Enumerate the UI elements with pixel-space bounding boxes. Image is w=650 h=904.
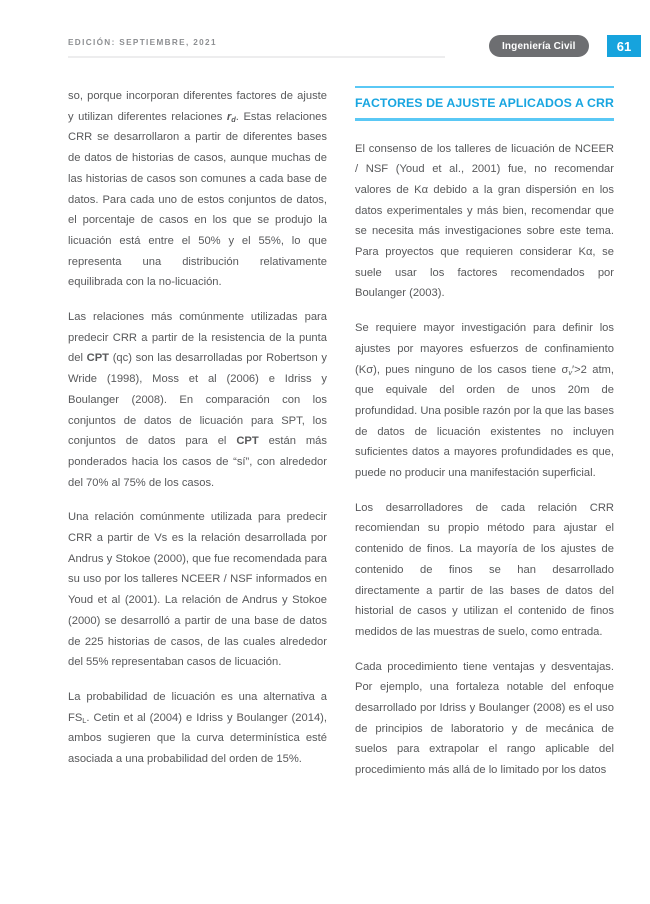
- right-column-body: [355, 139, 614, 781]
- paragraph-r4: Cada procedimiento tiene ventajas y desventajas. Por ejemplo, una fortaleza notable del enfoque desarrollado por Idriss y Boulanger (2008) es el uso de principios de laboratorio y de mecánica de suelos para extrapolar el rango aplicable del procedimiento más allá de lo limitado por los datos: [355, 660, 614, 777]
- paragraph-r3: Los desarrolladores de cada relación CRR recomiendan su propio método para ajustar el contenido de finos. La mayoría de los ajustes de contenido de finos se han desarrollado directamente a partir de las bases de datos del historial de casos y utilizan el contenido de finos medidos de las muestras de suelo, como entrada.: [355, 501, 614, 638]
- header-divider: [68, 56, 445, 58]
- paragraph-p2: Las relaciones más comúnmente utilizadas para predecir CRR a partir de la resistencia de la punta del CPT (qc) son las desarrolladas por Robertson y Wride (1998), Moss et al (2006) e Idriss y Boulanger (2008). En comparación con los conjuntos de datos de licuación para SPT, los conjuntos de datos para el CPT están más ponderados hacia los casos de “sí”, con alrededor del 70% al 75% de los casos.: [68, 311, 327, 489]
- left-column-body: [68, 86, 327, 770]
- edition-label: EDICIÓN: SEPTIEMBRE, 2021: [68, 38, 217, 47]
- section-rule-bottom: [355, 118, 614, 121]
- paragraph-p4: La probabilidad de licuación es una alternativa a $FS_L$. Cetin et al (2004) e Idriss y Boulanger (2014), ambos sugieren que la curva determinística esté asociada a una probabilidad del orden de 15%.: [68, 690, 327, 766]
- page-number-badge: 61: [607, 35, 641, 57]
- page-header: [0, 0, 650, 72]
- paragraph-r2: Se requiere mayor investigación para definir los ajustes por mayores esfuerzos de confinamiento (Kσ), pues ninguno de los casos tiene $\sigma_v'>2$ atm, que equivale del orden de unos 20m de profundidad. Una posible razón por la que las bases de datos de licuación existentes no incluyen suficientes datos a mayores profundidades es que, puede no producir una manifestación superficial.: [355, 322, 614, 480]
- paragraph-r1: El consenso de los talleres de licuación de NCEER / NSF (Youd et al., 2001) fue, no recomendar valores de Kα debido a la gran dispersión en los datos experimentales y más bien, recomendar que se necesita más investigaciones sobre este tema. Para proyectos que requieren considerar Kα, se suele usar los factores recomendados por Boulanger (2003).: [355, 142, 614, 300]
- paragraph-p1: so, porque incorporan diferentes factores de ajuste y utilizan diferentes relaciones $r_d$. Estas relaciones CRR se desarrollaron a partir de diferentes bases de datos de historias de casos, aunque muchas de las historias de casos son comunes a cada base de datos. Para cada uno de estos conjuntos de datos, el porcentaje de casos en los que se produjo la licuación está entre el 50% y el 55%, lo que representa una distribución relativamente equilibrada con la no-licuación.: [68, 90, 327, 289]
- section-heading: FACTORES DE AJUSTE APLICADOS A CRR: [355, 96, 614, 110]
- brand-badge: Ingeniería Civil: [489, 35, 589, 57]
- section-heading-block: [355, 86, 614, 121]
- left-column: [68, 86, 327, 770]
- right-column: [355, 86, 614, 781]
- paragraph-p3: Una relación comúnmente utilizada para predecir CRR a partir de Vs es la relación desarrollada por Andrus y Stokoe (2000), que fue recomendada para su uso por los talleres NCEER / NSF informados en Youd et al (2001). La relación de Andrus y Stokoe (2000) se desarrolló a partir de una base de datos de 225 historias de casos, de las cuales alrededor del 55% representaban casos de licuación.: [68, 511, 327, 669]
